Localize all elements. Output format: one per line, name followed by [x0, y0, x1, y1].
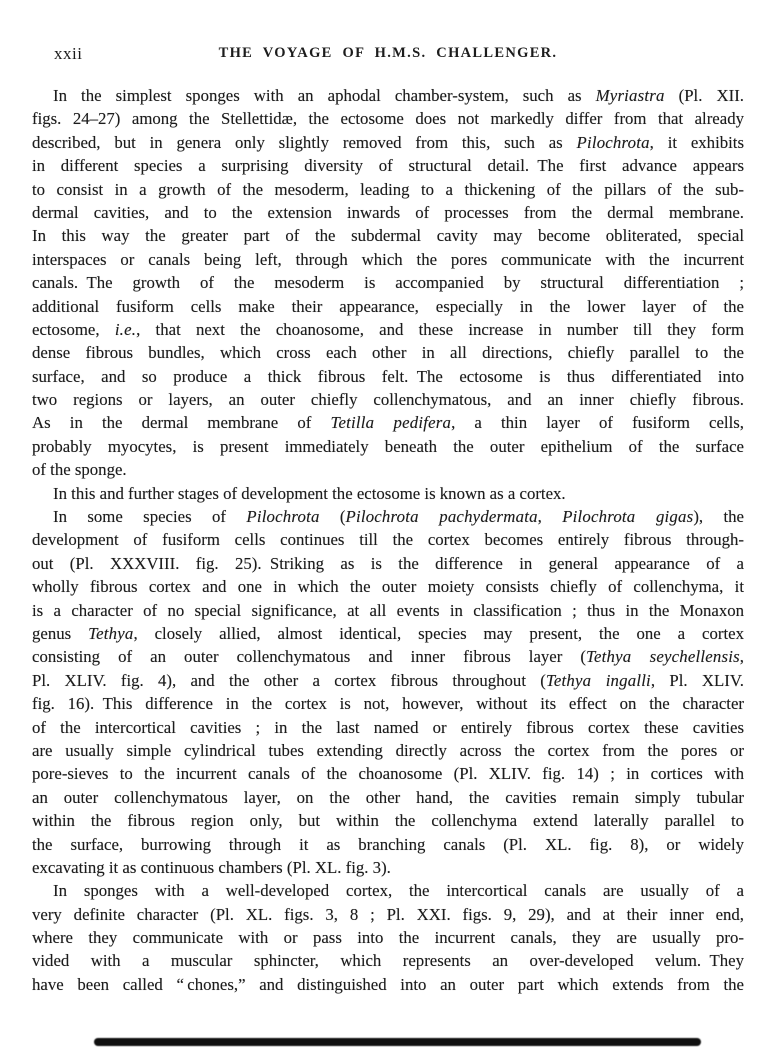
- text-segment: have been called “ chones,” and distinguished into an outer part which extends from the: [32, 974, 744, 994]
- text-segment: surface, and so produce a thick fibrous felt. The ectosome is thus differentiated into: [32, 366, 744, 386]
- text-segment: very definite character (Pl. XL. figs. 3, 8 ; Pl. XXI. figs. 9, 29), and at their inner end,: [32, 904, 744, 924]
- text-segment: probably myocytes, is present immediately beneath the outer epithelium of the surface: [32, 436, 744, 456]
- text-segment: two regions or layers, an outer chiefly collenchymatous, and an inner chiefly fibrous.: [32, 390, 744, 410]
- italic-text-segment: Pilochrota pachydermata: [345, 507, 538, 527]
- italic-text-segment: i.e.: [114, 319, 137, 339]
- text-segment: canals. The growth of the mesoderm is accompanied by structural differentiation ;: [32, 273, 744, 293]
- text-line: [32, 599, 744, 622]
- text-segment: (: [319, 507, 346, 527]
- text-segment: the surface, burrowing through it as branching canals (Pl. XL. fig. 8), or widely: [32, 834, 744, 854]
- text-line: [32, 224, 744, 247]
- text-segment: fig. 16). This difference in the cortex is not, however, without its effect on the character: [32, 694, 744, 714]
- text-segment: where they communicate with or pass into the incurrent canals, they are usually pro-: [32, 928, 744, 948]
- text-segment: wholly fibrous cortex and one in which the outer moiety consists chiefly of collenchyma, it: [32, 577, 744, 597]
- text-segment: , it exhibits: [649, 132, 744, 152]
- text-segment: figs. 24–27) among the Stellettidæ, the ectosome does not markedly differ from that already: [32, 109, 744, 129]
- text-segment: As in the dermal membrane of: [32, 413, 331, 433]
- text-segment: (Pl. XII.: [664, 86, 744, 105]
- text-line: [32, 669, 744, 692]
- text-line: [32, 365, 744, 388]
- text-segment: , Pl. XLIV.: [650, 670, 744, 690]
- text-line: [32, 903, 744, 926]
- text-line: [32, 84, 744, 107]
- text-segment: dense fibrous bundles, which cross each other in all directions, chiefly parallel to the: [32, 343, 744, 363]
- italic-text-segment: Tethya seychellensis: [586, 647, 740, 667]
- text-segment: consisting of an outer collenchymatous and inner fibrous layer (: [32, 647, 586, 667]
- text-segment: excavating it as continuous chambers (Pl. XL. fig. 3).: [32, 857, 391, 877]
- text-segment: described, but in genera only slightly removed from this, such as: [32, 132, 577, 152]
- text-line: [32, 856, 744, 879]
- running-header: [32, 44, 744, 64]
- text-line: [32, 949, 744, 972]
- text-line: [32, 482, 744, 505]
- text-line: [32, 295, 744, 318]
- text-segment: an outer collenchymatous layer, on the other hand, the cavities remain simply tubular: [32, 787, 744, 807]
- text-segment: ), the: [693, 507, 744, 527]
- italic-text-segment: Pilochrota gigas: [562, 507, 694, 527]
- text-segment: In some species of: [53, 507, 247, 527]
- text-segment: in different species a surprising diversity of structural detail. The first advance appears: [32, 156, 744, 176]
- text-segment: ectosome,: [32, 319, 115, 339]
- text-line: [32, 458, 744, 481]
- text-segment: within the fibrous region only, but within the collenchyma extend laterally parallel to: [32, 811, 744, 831]
- text-segment: pore-sieves to the incurrent canals of the choanosome (Pl. XLIV. fig. 14) ; in cortices with: [32, 764, 744, 784]
- text-line: [32, 926, 744, 949]
- body-text-block: [32, 84, 744, 996]
- text-segment: ,: [537, 507, 563, 527]
- text-line: [32, 692, 744, 715]
- text-segment: , that next the choanosome, and these increase in number till they form: [136, 319, 744, 339]
- text-line: [32, 622, 744, 645]
- italic-text-segment: Myriastra: [595, 86, 665, 105]
- text-segment: In the simplest sponges with an aphodal chamber-system, such as: [53, 86, 596, 105]
- text-segment: In sponges with a well-developed cortex, the intercortical canals are usually of a: [53, 881, 744, 901]
- text-segment: In this way the greater part of the subdermal cavity may become obliterated, special: [32, 226, 744, 246]
- text-segment: interspaces or canals being left, through which the pores communicate with the incurrent: [32, 249, 744, 269]
- text-segment: additional fusiform cells make their appearance, especially in the lower layer of the: [32, 296, 744, 316]
- text-line: [32, 318, 744, 341]
- italic-text-segment: Tethya: [88, 623, 134, 643]
- text-line: [32, 154, 744, 177]
- text-segment: , closely allied, almost identical, species may present, the one a cortex: [133, 623, 744, 643]
- text-line: [32, 341, 744, 364]
- text-line: [32, 131, 744, 154]
- text-line: [32, 435, 744, 458]
- text-line: [32, 809, 744, 832]
- text-line: [32, 762, 744, 785]
- text-segment: ,: [739, 647, 744, 667]
- text-line: [32, 107, 744, 130]
- text-line: [32, 411, 744, 434]
- text-segment: development of fusiform cells continues till the cortex becomes entirely fibrous through-: [32, 530, 744, 550]
- text-segment: of the intercortical cavities ; in the last named or entirely fibrous cortex these cavities: [32, 717, 744, 737]
- scan-artifact-bar: [94, 1038, 701, 1046]
- text-segment: of the sponge.: [32, 460, 127, 480]
- text-line: [32, 575, 744, 598]
- text-segment: , a thin layer of fusiform cells,: [451, 413, 744, 433]
- text-segment: to consist in a growth of the mesoderm, leading to a thickening of the pillars of the sub-: [32, 179, 744, 199]
- italic-text-segment: Pilochrota: [246, 507, 320, 527]
- text-line: [32, 178, 744, 201]
- text-line: [32, 879, 744, 902]
- italic-text-segment: Tethya ingalli: [545, 670, 651, 690]
- italic-text-segment: Pilochrota: [576, 132, 650, 152]
- text-segment: out (Pl. XXXVIII. fig. 25). Striking as is the difference in general appearance of a: [32, 553, 744, 573]
- text-line: [32, 201, 744, 224]
- text-segment: vided with a muscular sphincter, which represents an over-developed velum. They: [32, 951, 744, 971]
- text-segment: In this and further stages of development the ectosome is known as a cortex.: [53, 483, 566, 503]
- text-segment: genus: [32, 623, 89, 643]
- text-line: [32, 716, 744, 739]
- text-segment: dermal cavities, and to the extension inwards of processes from the dermal membrane.: [32, 202, 744, 222]
- page-number: xxii: [54, 44, 83, 63]
- italic-text-segment: Tetilla pedifera: [330, 413, 452, 433]
- text-line: [32, 786, 744, 809]
- text-line: [32, 388, 744, 411]
- text-line: [32, 645, 744, 668]
- running-title: THE VOYAGE OF H.M.S. CHALLENGER.: [218, 45, 558, 61]
- text-segment: Pl. XLIV. fig. 4), and the other a cortex fibrous throughout (: [32, 670, 546, 690]
- text-line: [32, 271, 744, 294]
- text-line: [32, 833, 744, 856]
- text-segment: is a character of no special significance, at all events in classification ; thus in the Monaxon: [32, 600, 744, 620]
- text-segment: are usually simple cylindrical tubes extending directly across the cortex from the pores or: [32, 740, 744, 760]
- text-line: [32, 528, 744, 551]
- text-line: [32, 505, 744, 528]
- text-line: [32, 739, 744, 762]
- text-line: [32, 973, 744, 996]
- text-line: [32, 552, 744, 575]
- text-line: [32, 248, 744, 271]
